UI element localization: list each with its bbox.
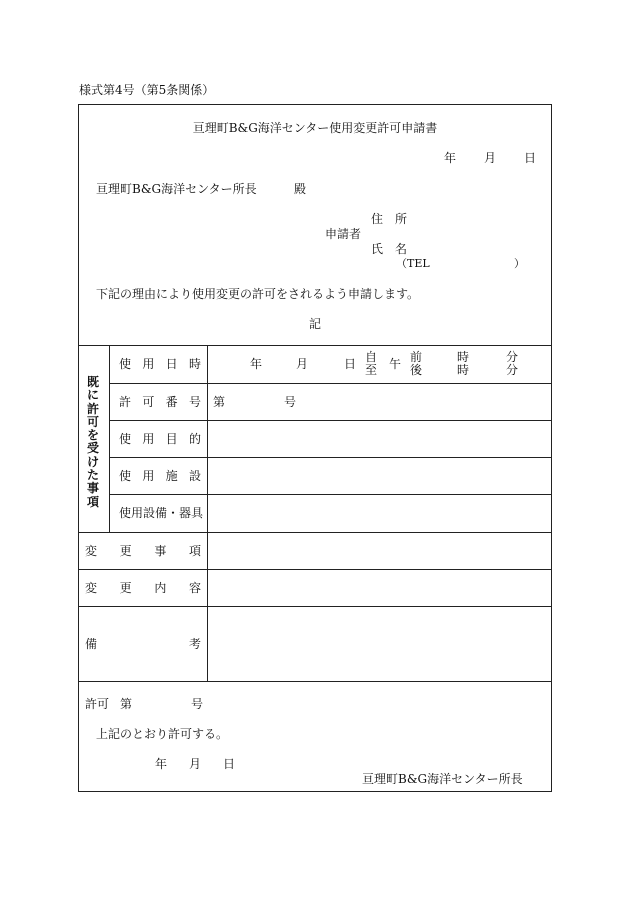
tel-label: （TEL	[396, 257, 430, 270]
row-label-purpose: 使 用 目 的	[119, 432, 201, 446]
statement-text: 下記の理由により使用変更の許可をされるよう申請します。	[96, 287, 420, 301]
row-label-change-details: 変 更 内 容	[85, 581, 201, 595]
am-pm-options: 前 後	[410, 350, 423, 377]
divider-line	[207, 345, 208, 681]
divider-line	[78, 345, 552, 346]
divider-line	[109, 383, 552, 384]
name-label: 氏 名	[371, 242, 407, 256]
row-label-remarks: 備 考	[85, 637, 201, 651]
divider-line	[109, 457, 552, 458]
row-label-equipment: 使用設備・器具	[119, 506, 204, 520]
row-label-permit-number: 許 可 番 号	[119, 395, 201, 409]
usage-day-label: 日	[344, 357, 357, 371]
address-label: 住 所	[371, 212, 407, 226]
divider-line	[109, 345, 110, 532]
approval-signer: 亘理町B&G海洋センター所長	[362, 772, 523, 786]
divider-line	[109, 494, 552, 495]
minute-label: 分 分	[506, 350, 519, 377]
divider-line	[78, 532, 552, 533]
form-title: 亘理町B&G海洋センター使用変更許可申請書	[192, 121, 438, 135]
usage-year-label: 年	[250, 357, 263, 371]
divider-line	[78, 569, 552, 570]
header-date	[444, 152, 536, 164]
row-label-usage-datetime: 使 用 日 時	[119, 357, 201, 371]
divider-line	[78, 681, 552, 682]
row-label-facility: 使 用 施 設	[119, 469, 201, 483]
ki-label: 記	[309, 317, 322, 331]
form-number: 様式第4号（第5条関係）	[79, 83, 215, 97]
approval-permit-label: 許可	[85, 697, 110, 711]
year-label: 年	[444, 151, 457, 165]
addressee-name: 亘理町B&G海洋センター所長	[96, 182, 257, 196]
tel-close: ）	[514, 257, 525, 270]
approval-date	[155, 758, 235, 770]
day-label: 日	[523, 151, 536, 165]
approval-text: 上記のとおり許可する。	[96, 727, 229, 741]
permit-number-suffix: 号	[284, 395, 297, 409]
divider-line	[78, 606, 552, 607]
section-label-already-permitted: 既 に 許 可 を 受 け た 事 項	[86, 375, 99, 509]
divider-line	[109, 420, 552, 421]
year-label: 年	[155, 757, 168, 771]
hour-label: 時 時	[457, 350, 470, 377]
addressee-honorific: 殿	[294, 182, 307, 196]
usage-month-label: 月	[296, 357, 309, 371]
applicant-label: 申請者	[325, 227, 362, 241]
form-frame	[78, 104, 552, 792]
approval-suffix: 号	[191, 697, 204, 711]
permit-number-prefix: 第	[213, 395, 226, 409]
from-to-label: 自 至	[365, 350, 378, 377]
row-label-change-items: 変 更 事 項	[85, 544, 201, 558]
month-label: 月	[188, 757, 201, 771]
month-label: 月	[483, 151, 496, 165]
approval-prefix: 第	[120, 697, 133, 711]
day-label: 日	[222, 757, 235, 771]
ampm-label: 午	[389, 357, 402, 371]
